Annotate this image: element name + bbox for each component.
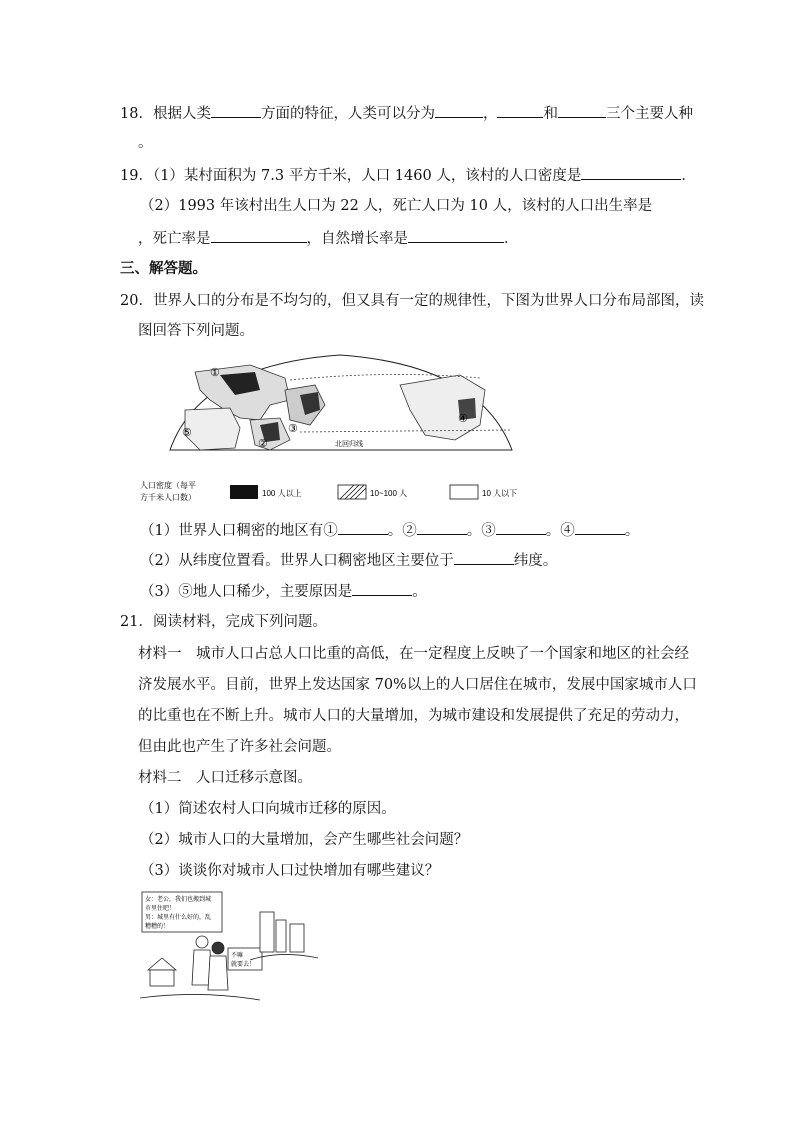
question-20-sub3 <box>140 580 427 602</box>
answer-blank[interactable] <box>581 164 681 180</box>
building-icon <box>260 912 274 952</box>
legend-title-1: 人口密度（每平 <box>140 481 196 490</box>
world-population-map <box>140 350 540 510</box>
q19-text-c3: ． <box>504 231 519 247</box>
tropic-label: 北回归线 <box>335 441 363 448</box>
africa-shape <box>185 408 240 450</box>
building-icon <box>276 920 286 952</box>
q18-text-a: 18．根据人类 <box>120 106 211 122</box>
legend-dense-swatch <box>230 485 258 499</box>
question-21-sub1: （1）简述农村人口向城市迁移的原因。 <box>140 801 396 817</box>
q20-s2-text: （2）从纬度位置看。世界人口稠密地区主要位于 <box>140 553 454 569</box>
legend-dense-label: 100 人以上 <box>262 489 302 498</box>
bubble1-line2: 市里住吧！ <box>145 905 176 912</box>
question-20-sub1 <box>140 519 639 541</box>
question-21-sub3: （3）谈谈你对城市人口过快增加有哪些建议？ <box>140 863 440 879</box>
answer-blank[interactable] <box>575 519 625 535</box>
question-19-line3 <box>138 227 519 249</box>
q19-text-a: 19．（1）某村面积为 7.3 平方千米，人口 1460 人，该村的人口密度是 <box>120 168 582 184</box>
marker-3: ③ <box>288 422 298 435</box>
legend-sparse-swatch <box>450 485 478 499</box>
answer-blank[interactable] <box>352 580 412 596</box>
q20-s1-text5: 。 <box>624 523 640 539</box>
legend-mid-label: 10~100 人 <box>370 489 408 498</box>
question-18-line2: 。 <box>138 135 153 151</box>
q19-text-c1: ，死亡率是 <box>138 231 211 247</box>
q20-s3-text: （3）⑤地人口稀少，主要原因是 <box>140 584 353 600</box>
q19-text-c2: ，自然增长率是 <box>306 231 408 247</box>
q20-s1-text3: 。③ <box>466 523 496 539</box>
answer-blank[interactable] <box>558 102 606 118</box>
q18-text-c: ， <box>482 106 498 122</box>
q18-text-e: 三个主要人种 <box>605 106 693 122</box>
q20-s2-end: 纬度。 <box>513 553 558 569</box>
material-1-line2: 济发展水平。目前，世界上发达国家 70%以上的人口居住在城市，发展中国家城市人口 <box>138 677 697 693</box>
answer-blank[interactable] <box>496 519 546 535</box>
q20-s1-text4: 。④ <box>545 523 575 539</box>
material-1-line3: 的比重也在不断上升。城市人口的大量增加，为城市建设和发展提供了充足的劳动力， <box>138 708 689 724</box>
marker-4: ④ <box>458 412 468 425</box>
answer-blank[interactable] <box>211 227 307 243</box>
answer-blank[interactable] <box>408 227 504 243</box>
q20-s1-text: （1）世界人口稠密的地区有① <box>140 523 338 539</box>
answer-blank[interactable] <box>435 102 483 118</box>
question-18-line1 <box>120 102 693 124</box>
question-21-title: 21．阅读材料，完成下列问题。 <box>120 614 327 630</box>
legend-sparse-label: 10 人以下 <box>482 489 518 498</box>
building-icon <box>290 924 304 952</box>
q20-s1-text2: 。② <box>387 523 417 539</box>
house-icon <box>150 970 174 986</box>
ground-line <box>140 994 260 1000</box>
q20-s3-end: 。 <box>412 584 427 600</box>
answer-blank[interactable] <box>338 519 388 535</box>
question-20-line2: 图回答下列问题。 <box>138 323 254 339</box>
q18-text-d: 和 <box>543 106 558 122</box>
bubble1-line4: 糟糟的！ <box>145 923 170 930</box>
material-1-line1: 材料一 城市人口占总人口比重的高低，在一定程度上反映了一个国家和地区的社会经 <box>138 646 689 662</box>
marker-5: ⑤ <box>182 426 192 439</box>
question-20-line1: 20．世界人口的分布是不均匀的，但又具有一定的规律性，下图为世界人口分布局部图，读 <box>120 293 704 309</box>
legend-title-2: 方千米人口数） <box>140 493 196 502</box>
question-21-sub2: （2）城市人口的大量增加，会产生哪些社会问题？ <box>140 832 469 848</box>
answer-blank[interactable] <box>497 102 543 118</box>
house-roof <box>148 958 176 970</box>
question-19-line2: （2）1993 年该村出生人口为 22 人，死亡人口为 10 人，该村的人口出生率是 <box>140 198 653 214</box>
answer-blank[interactable] <box>211 102 261 118</box>
bubble2-line2: 就要去！ <box>231 961 256 968</box>
person-head <box>196 936 208 948</box>
bubble1-line3: 男：城里有什么好的，乱 <box>145 914 212 921</box>
bubble2-line1: 不嘛 <box>231 952 244 959</box>
section-title: 三、解答题。 <box>120 260 207 277</box>
q18-text-b: 方面的特征，人类可以分为 <box>260 106 435 122</box>
answer-blank[interactable] <box>417 519 467 535</box>
person-head <box>212 942 224 954</box>
material-1-line4: 但由此也产生了许多社会问题。 <box>138 739 341 755</box>
bubble1-line1: 女：老公，我们也搬到城 <box>145 896 212 903</box>
marker-1: ① <box>210 366 220 379</box>
marker-2: ② <box>258 437 268 450</box>
question-20-sub2 <box>140 549 557 571</box>
answer-blank[interactable] <box>454 549 514 565</box>
migration-cartoon <box>140 890 320 1010</box>
person-body <box>208 956 228 990</box>
question-19-line1 <box>120 164 696 186</box>
q19-text-a-end: ． <box>681 168 696 184</box>
material-2: 材料二 人口迁移示意图。 <box>138 770 312 786</box>
